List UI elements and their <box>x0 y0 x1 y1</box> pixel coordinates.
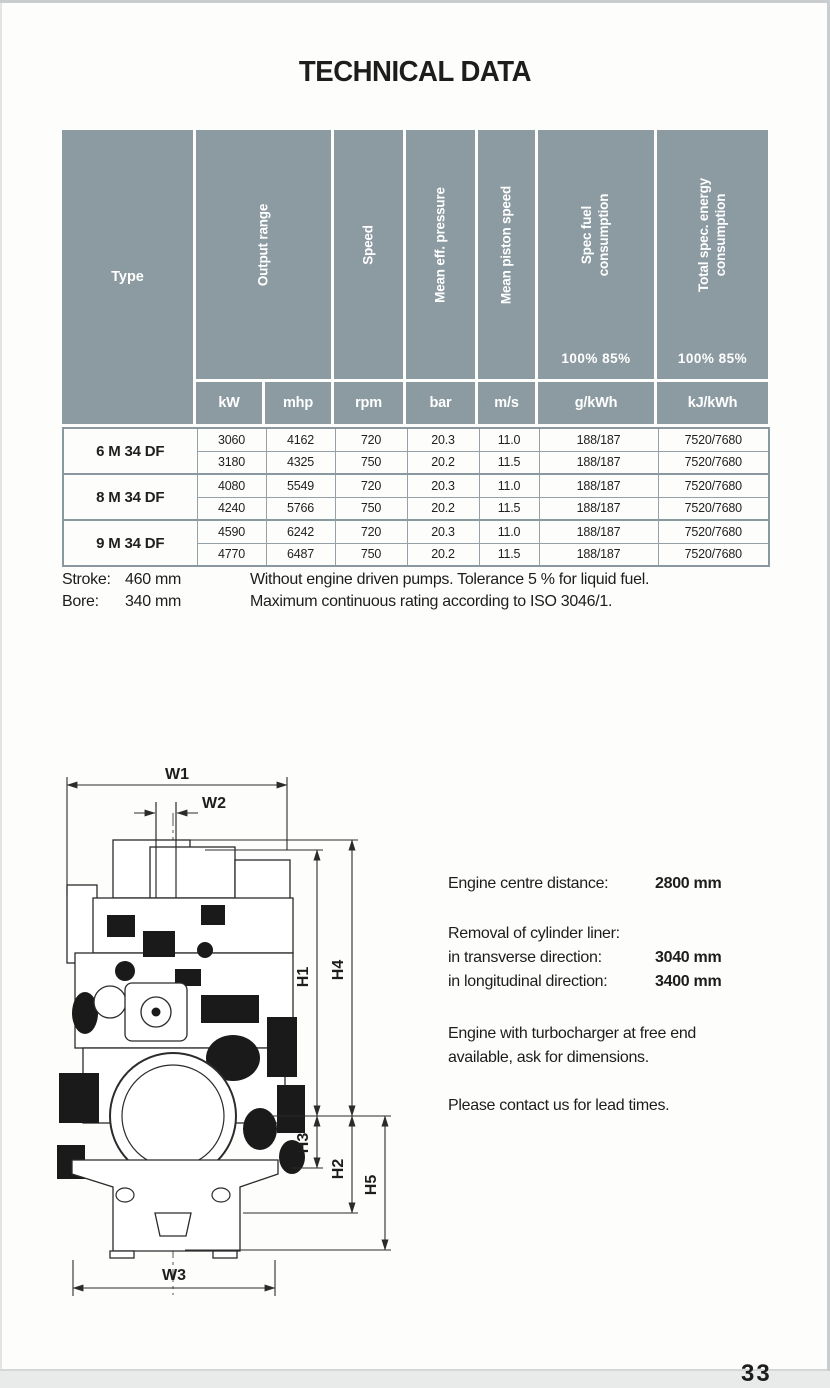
stroke-note <box>62 571 181 589</box>
table-cell: 720 <box>335 428 407 451</box>
engine-type-cell: 8 M 34 DF <box>63 474 197 520</box>
header-speed-label: Speed <box>360 224 376 265</box>
table-cell: 20.2 <box>407 451 479 474</box>
longitudinal-line <box>448 970 721 994</box>
engine-centre-distance-line <box>448 872 721 896</box>
dim-label-w3: W3 <box>162 1267 186 1284</box>
longitudinal-label: in longitudinal direction: <box>448 973 608 990</box>
page-number: 33 <box>741 1360 772 1387</box>
table-cell: 720 <box>335 520 407 543</box>
engine-centre-distance-label: Engine centre distance: <box>448 875 609 892</box>
header-spec-fuel-consumption <box>538 130 654 379</box>
header-type-label: Type <box>111 269 144 285</box>
dim-label-h1: H1 <box>295 966 312 988</box>
table-cell: 188/187 <box>539 451 658 474</box>
engine-dimension-drawing <box>55 755 415 1315</box>
table-cell: 6242 <box>266 520 335 543</box>
table-cell: 7520/7680 <box>658 497 769 520</box>
lead-times-note: Please contact us for lead times. <box>448 1097 670 1114</box>
table-cell: 7520/7680 <box>658 474 769 497</box>
table-cell: 4770 <box>197 543 266 566</box>
header-label-row <box>196 130 768 379</box>
table-cell: 11.5 <box>479 543 539 566</box>
header-mean-piston-speed <box>478 130 535 379</box>
dim-label-h3: H3 <box>295 1132 312 1154</box>
table-cell: 750 <box>335 543 407 566</box>
table-cell: 11.5 <box>479 451 539 474</box>
longitudinal-value: 3400 mm <box>655 973 722 990</box>
table-cell: 20.3 <box>407 520 479 543</box>
table-cell: 720 <box>335 474 407 497</box>
engine-base <box>72 1160 278 1258</box>
unit-mhp: mhp <box>265 382 331 424</box>
total-spec-energy-loads-label: 100% 85% <box>677 351 748 366</box>
table-cell: 4240 <box>197 497 266 520</box>
header-total-spec-energy <box>657 130 768 379</box>
header-output-range-label: Output range <box>255 203 271 286</box>
transverse-label: in transverse direction: <box>448 949 602 966</box>
table-header <box>62 130 768 424</box>
header-mean-piston-speed-label: Mean piston speed <box>498 185 514 304</box>
table-cell: 188/187 <box>539 497 658 520</box>
table-cell: 188/187 <box>539 520 658 543</box>
header-mean-eff-pressure-label: Mean eff. pressure <box>432 186 448 303</box>
unit-kw: kW <box>196 382 262 424</box>
table-cell: 4325 <box>266 451 335 474</box>
spec-table <box>62 130 768 567</box>
dim-label-h4: H4 <box>330 959 347 981</box>
bore-value: 340 mm <box>125 593 181 610</box>
unit-ms: m/s <box>478 382 535 424</box>
unit-bar: bar <box>406 382 475 424</box>
tolerance-note: Without engine driven pumps. Tolerance 5 % for liquid fuel. <box>250 571 650 588</box>
dim-label-h2: H2 <box>330 1158 347 1180</box>
engine-body <box>57 802 305 1258</box>
stroke-value: 460 mm <box>125 571 181 588</box>
table-cell: 188/187 <box>539 428 658 451</box>
table-cell: 11.0 <box>479 428 539 451</box>
unit-kjkwh: kJ/kWh <box>657 382 768 424</box>
table-cell: 20.3 <box>407 474 479 497</box>
table-cell: 20.3 <box>407 428 479 451</box>
units-row <box>196 382 768 424</box>
stroke-label: Stroke: <box>62 571 111 588</box>
table-cell: 7520/7680 <box>658 520 769 543</box>
table-cell: 750 <box>335 497 407 520</box>
table-cell: 11.0 <box>479 520 539 543</box>
table-cell: 5549 <box>266 474 335 497</box>
spec-fuel-loads-label: 100% 85% <box>561 351 631 366</box>
turbocharger-note-line2: available, ask for dimensions. <box>448 1049 649 1066</box>
bore-note <box>62 593 181 611</box>
table-row <box>63 520 769 543</box>
table-cell: 11.0 <box>479 474 539 497</box>
header-mean-eff-pressure <box>406 130 475 379</box>
table-header-right <box>196 130 768 424</box>
table-cell: 6487 <box>266 543 335 566</box>
header-spec-fuel-label: Spec fuel consumption <box>579 193 611 276</box>
table-cell: 4590 <box>197 520 266 543</box>
rating-note: Maximum continuous rating according to ISO 3046/1. <box>250 593 613 610</box>
engine-type-cell: 9 M 34 DF <box>63 520 197 566</box>
transverse-value: 3040 mm <box>655 949 722 966</box>
dim-label-h5: H5 <box>363 1174 380 1196</box>
engine-centre-distance-value: 2800 mm <box>655 875 722 892</box>
bore-label: Bore: <box>62 593 99 610</box>
cylinder-liner-title: Removal of cylinder liner: <box>448 925 620 942</box>
turbocharger-note <box>448 1022 696 1070</box>
header-speed <box>334 130 403 379</box>
header-output-range <box>196 130 331 379</box>
table-cell: 750 <box>335 451 407 474</box>
data-table <box>62 427 770 567</box>
turbocharger-note-line1: Engine with turbocharger at free end <box>448 1025 697 1042</box>
table-cell: 4080 <box>197 474 266 497</box>
unit-rpm: rpm <box>334 382 403 424</box>
dim-label-w2: W2 <box>202 795 226 812</box>
page-title: TECHNICAL DATA <box>298 56 532 88</box>
header-total-spec-energy-label: Total spec. energy consumption <box>695 177 728 292</box>
table-cell: 188/187 <box>539 474 658 497</box>
table-row <box>63 474 769 497</box>
left-flange <box>94 986 126 1018</box>
cylinder-liner-block <box>448 922 721 994</box>
unit-gkwh: g/kWh <box>538 382 654 424</box>
table-cell: 3060 <box>197 428 266 451</box>
engine-type-cell: 6 M 34 DF <box>63 428 197 474</box>
table-cell: 7520/7680 <box>658 451 769 474</box>
header-type <box>62 130 193 424</box>
table-cell: 3180 <box>197 451 266 474</box>
table-cell: 4162 <box>266 428 335 451</box>
table-row <box>63 428 769 451</box>
table-cell: 5766 <box>266 497 335 520</box>
table-cell: 11.5 <box>479 497 539 520</box>
table-cell: 20.2 <box>407 543 479 566</box>
table-cell: 7520/7680 <box>658 543 769 566</box>
table-cell: 20.2 <box>407 497 479 520</box>
table-cell: 7520/7680 <box>658 428 769 451</box>
dim-label-w1: W1 <box>165 766 189 783</box>
table-cell: 188/187 <box>539 543 658 566</box>
transverse-line <box>448 946 721 970</box>
